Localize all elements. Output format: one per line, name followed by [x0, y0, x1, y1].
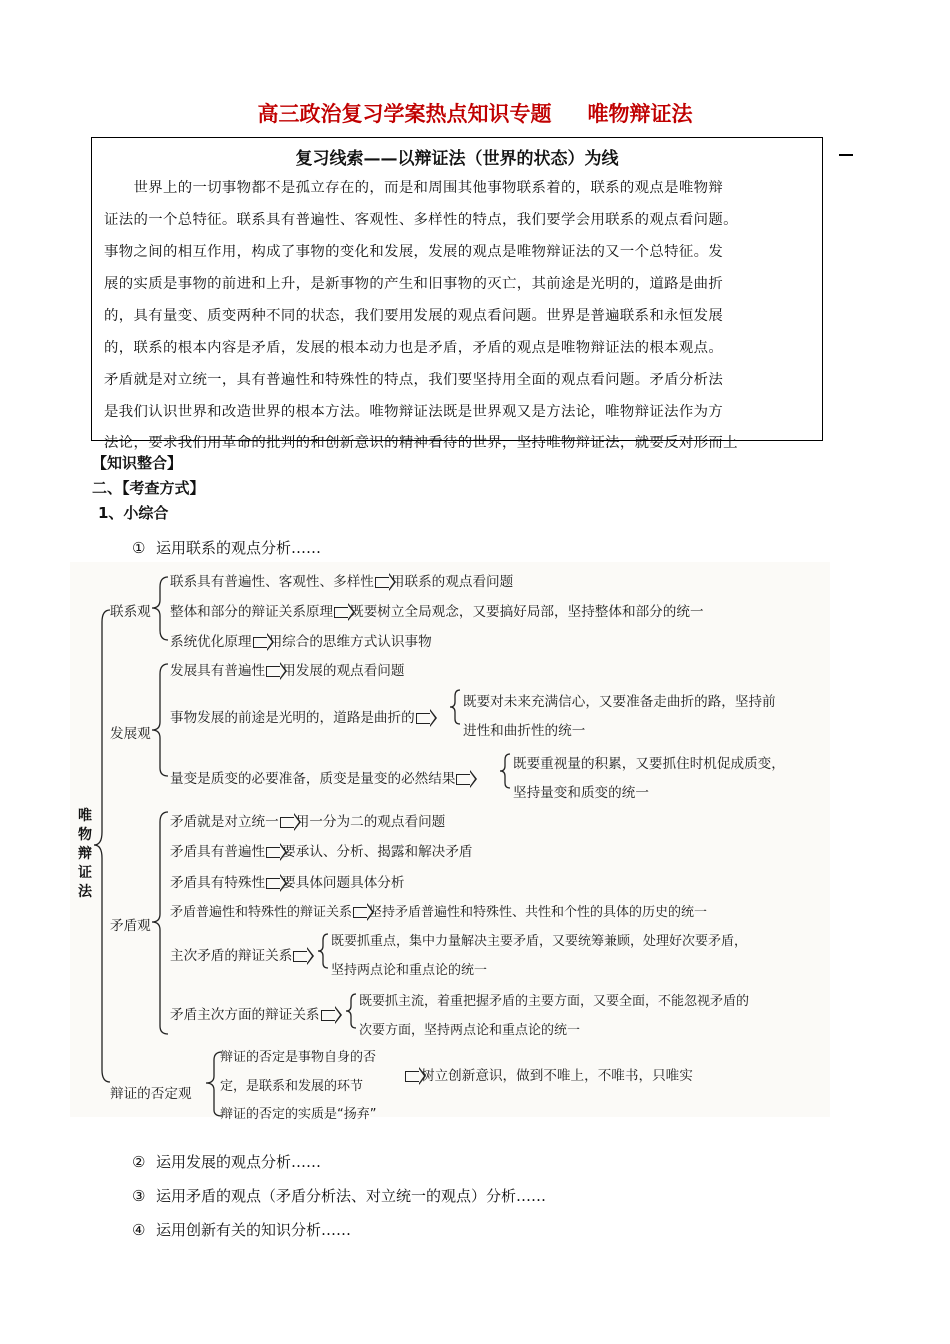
box-line: 的，联系的根本内容是矛盾，发展的根本动力也是矛盾，矛盾的观点是唯物辩证法的根本观点。	[104, 340, 724, 356]
conclusion: 要具体问题具体分析	[282, 875, 405, 891]
hollow-arrow-icon	[266, 878, 280, 889]
fouding-premise-2: 定，是联系和发展的环节	[220, 1079, 364, 1094]
fazhan-row-2-result-1: 既要对未来充满信心，又要准备走曲折的路，坚持前	[463, 694, 776, 710]
item-text: 运用联系的观点分析……	[156, 539, 322, 557]
premise: 矛盾具有普遍性	[170, 844, 266, 860]
conclusion: 要承认、分析、揭露和解决矛盾	[282, 844, 473, 860]
node-fazhan-guan: 发展观	[110, 726, 151, 742]
section-kaocha-fangshi: 二、【考查方式】	[92, 479, 205, 497]
premise: 矛盾主次方面的辩证关系	[170, 1007, 320, 1023]
item-text: 运用矛盾的观点（矛盾分析法、对立统一的观点）分析……	[156, 1187, 547, 1205]
item-number: ④	[132, 1221, 146, 1239]
page-title	[0, 98, 950, 128]
dialectics-mind-map	[70, 562, 830, 1122]
fazhan-row-1	[170, 659, 405, 679]
node-bianzheng-fouding-guan: 辩证的否定观	[110, 1086, 192, 1102]
premise: 矛盾普遍性和特殊性的辩证关系	[170, 905, 353, 920]
item-number: ②	[132, 1153, 146, 1171]
maodun-row-4	[170, 901, 707, 920]
list-item	[132, 1219, 351, 1240]
premise: 主次矛盾的辩证关系	[170, 948, 293, 964]
conclusion: 既要树立全局观念，又要搞好局部，坚持整体和部分的统一	[350, 604, 704, 620]
box-line: 是我们认识世界和改造世界的根本方法。唯物辩证法既是世界观又是方法论，唯物辩证法作为方	[104, 404, 724, 420]
hollow-arrow-icon	[266, 666, 280, 677]
hollow-arrow-icon	[416, 713, 430, 724]
hollow-arrow-icon	[253, 637, 267, 648]
maodun-row-5-result-2: 坚持两点论和重点论的统一	[331, 963, 488, 978]
conclusion: 坚持矛盾普遍性和特殊性、共性和个性的具体的历史的统一	[369, 905, 708, 920]
item-number: ①	[132, 539, 146, 557]
fazhan-row-3	[170, 767, 472, 787]
lianxi-row-2	[170, 600, 704, 620]
maodun-row-1	[170, 810, 445, 830]
title-topic: 唯物辩证法	[587, 102, 693, 126]
fouding-result	[404, 1064, 693, 1084]
section-zhishi-zhenghe: 【知识整合】	[92, 454, 183, 472]
title-main: 高三政治复习学案热点知识专题	[257, 102, 552, 126]
hollow-arrow-icon	[405, 1071, 419, 1082]
premise: 矛盾具有特殊性	[170, 875, 266, 891]
conclusion: 树立创新意识，做到不唯上，不唯书，只唯实	[421, 1068, 693, 1084]
maodun-row-5-result-1: 既要抓重点，集中力量解决主要矛盾，又要统筹兼顾，处理好次要矛盾，	[331, 934, 748, 949]
maodun-row-6-result-1: 既要抓主流，着重把握矛盾的主要方面，又要全面，不能忽视矛盾的	[359, 994, 750, 1009]
list-item	[132, 537, 321, 558]
hollow-arrow-icon	[334, 607, 348, 618]
conclusion: 用发展的观点看问题	[282, 663, 405, 679]
premise: 系统优化原理	[170, 634, 252, 650]
item-text: 运用创新有关的知识分析……	[156, 1221, 352, 1239]
box-line: 世界上的一切事物都不是孤立存在的，而是和周围其他事物联系着的，联系的观点是唯物辩	[104, 180, 724, 196]
box-line: 矛盾就是对立统一，具有普遍性和特殊性的特点，我们要坚持用全面的观点看问题。矛盾分析法	[104, 372, 724, 388]
list-item	[132, 1151, 321, 1172]
box-line: 展的实质是事物的前进和上升，是新事物的产生和旧事物的灭亡，其前途是光明的，道路是曲折	[104, 276, 724, 292]
maodun-row-3	[170, 871, 405, 891]
fouding-premise-3: 辩证的否定的实质是“扬弃”	[220, 1107, 377, 1122]
node-lianxi-guan: 联系观	[110, 604, 151, 620]
lianxi-row-3	[170, 630, 432, 650]
hollow-arrow-icon	[353, 907, 367, 918]
hollow-arrow-icon	[456, 774, 470, 785]
box-line: 证法的一个总特征。联系具有普遍性、客观性、多样性的特点，我们要学会用联系的观点看问题。	[104, 212, 738, 228]
fouding-premise-1: 辩证的否定是事物自身的否	[220, 1050, 377, 1065]
list-item	[132, 1185, 546, 1206]
node-maodun-guan: 矛盾观	[110, 918, 151, 934]
lianxi-row-1	[170, 570, 513, 590]
premise: 发展具有普遍性	[170, 663, 266, 679]
maodun-row-6	[170, 1003, 337, 1023]
section-xiaozonghe: 1、小综合	[98, 504, 169, 522]
premise: 量变是质变的必要准备，质变是量变的必然结果	[170, 771, 456, 787]
edge-dash-mark	[839, 154, 853, 156]
conclusion: 用联系的观点看问题	[390, 574, 514, 590]
premise: 矛盾就是对立统一	[170, 814, 279, 830]
box-line: 事物之间的相互作用，构成了事物的变化和发展，发展的观点是唯物辩证法的又一个总特征。发	[104, 244, 724, 260]
conclusion: 用一分为二的观点看问题	[295, 814, 446, 830]
hollow-arrow-icon	[293, 951, 307, 962]
hollow-arrow-icon	[280, 817, 294, 828]
maodun-row-5	[170, 944, 309, 964]
box-line-cut: 法论，要求我们用革命的批判的和创新意识的精神看待的世界，坚持唯物辩证法，就要反对形而上	[104, 435, 738, 451]
hollow-arrow-icon	[375, 577, 389, 588]
hollow-arrow-icon	[266, 847, 280, 858]
hollow-arrow-icon	[321, 1010, 335, 1021]
maodun-row-2	[170, 840, 472, 860]
review-clue-box	[91, 137, 823, 451]
fazhan-row-2-result-2: 进性和曲折性的统一	[463, 723, 586, 739]
fazhan-row-3-result-2: 坚持量变和质变的统一	[513, 785, 649, 801]
fazhan-row-3-result-1: 既要重视量的积累，又要抓住时机促成质变，	[513, 756, 785, 772]
box-heading: 复习线索——以辩证法（世界的状态）为线	[295, 149, 619, 169]
fazhan-row-2	[170, 706, 432, 726]
conclusion: 用综合的思维方式认识事物	[268, 634, 432, 650]
maodun-row-6-result-2: 次要方面，坚持两点论和重点论的统一	[359, 1023, 581, 1038]
premise: 联系具有普遍性、客观性、多样性	[170, 574, 374, 590]
premise: 事物发展的前途是光明的，道路是曲折的	[170, 710, 415, 726]
mindmap-root-label: 唯物辩证法	[78, 808, 92, 900]
item-text: 运用发展的观点分析……	[156, 1153, 322, 1171]
item-number: ③	[132, 1187, 146, 1205]
premise: 整体和部分的辩证关系原理	[170, 604, 334, 620]
box-line: 的，具有量变、质变两种不同的状态，我们要用发展的观点看问题。世界是普遍联系和永恒发展	[104, 308, 724, 324]
